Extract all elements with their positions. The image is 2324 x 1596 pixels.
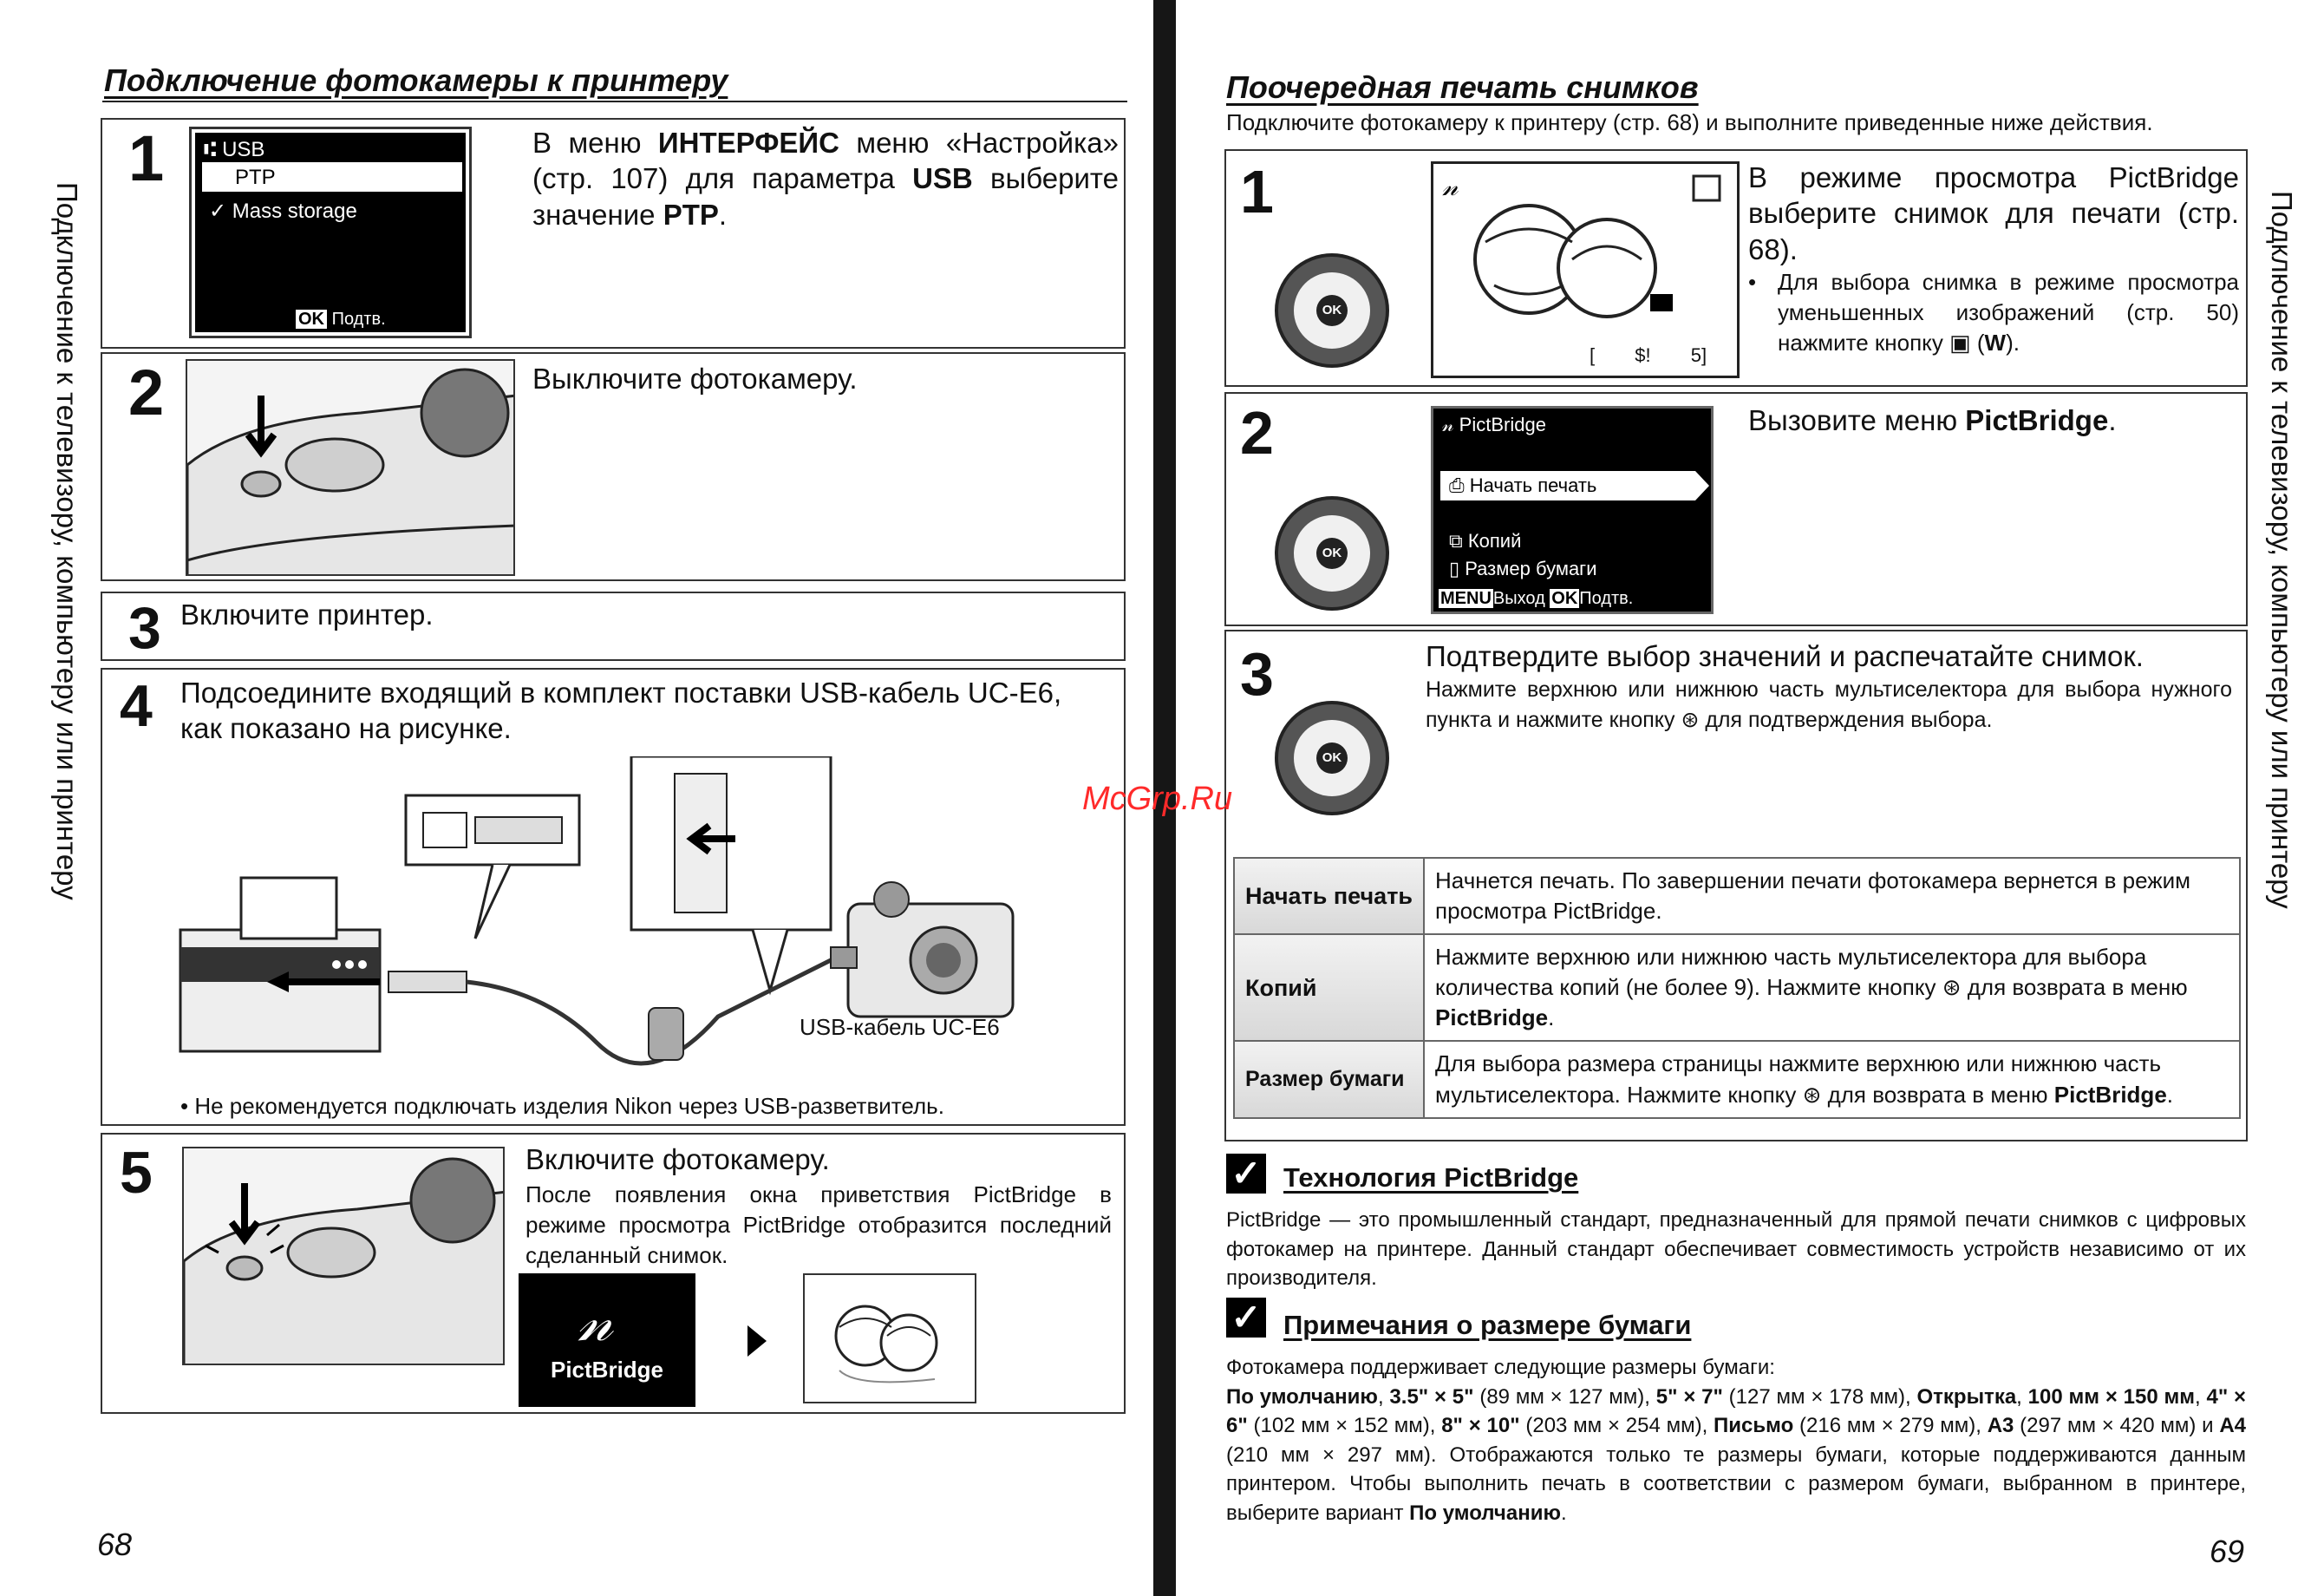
right-intro: Подключите фотокамеру к принтеру (стр. 68) и выполните приведенные ниже действия. (1226, 109, 2153, 135)
pictbridge-menu-paper: ▯ Размер бумаги (1449, 558, 1597, 579)
r-step-3-subtext: Нажмите верхнюю или нижнюю часть мультиселектора для выбора нужного пункта и нажмите кнопку ⊛ для подтверждения выбора. (1426, 677, 2232, 732)
table-row-text: Для выбора размера страницы нажмите верхнюю или нижнюю часть мультиселектора. Нажмите кнопку ⊛ для возврата в меню PictBridge. (1424, 1041, 2240, 1117)
r-step-2-text: Вызовите меню PictBridge. (1748, 404, 2117, 436)
step-5-box (101, 1133, 1126, 1414)
table-row-label: Копий (1234, 934, 1424, 1041)
table-row-label: Начать печать (1234, 858, 1424, 934)
note-check-icon: ✓ (1226, 1298, 1266, 1338)
cable-caption: USB-кабель UC-E6 (800, 1014, 1000, 1040)
multi-selector-icon: OK (1275, 701, 1389, 815)
r-step-1-text: В режиме просмотра PictBridge выберите снимок для печати (стр. 68). (1748, 161, 2239, 265)
left-page-number: 68 (97, 1527, 133, 1562)
r-step-1-photo (1431, 161, 1740, 378)
svg-text:𝓃: 𝓃 (1442, 173, 1459, 201)
pictbridge-menu-copies: ⧉ Копий (1449, 530, 1522, 552)
step-3-box (101, 592, 1126, 661)
usb-menu-header: ⑆ USB (204, 138, 265, 161)
usb-menu-footer: OK Подтв. (296, 310, 386, 330)
step-number: 2 (1240, 399, 1274, 467)
step-2-box (101, 352, 1126, 581)
r-step-1-bullet: • Для выбора снимка в режиме просмотра уменьшенных изображений (стр. 50) нажмите кнопку ▣ (W). (1748, 269, 2239, 356)
pictbridge-icon: 𝓃 (1442, 414, 1459, 435)
step-number: 2 (128, 356, 165, 428)
r-step-1-box (1224, 149, 2248, 387)
table-row (1234, 934, 2240, 1041)
multi-selector-icon: OK (1275, 496, 1389, 611)
usb-menu-ptp: PTP (235, 166, 276, 189)
right-page-number: 69 (2210, 1534, 2245, 1569)
r-step-2-box (1224, 392, 2248, 626)
step-number: 3 (1240, 640, 1274, 708)
note-1-text: PictBridge — это промышленный стандарт, предназначенный для прямой печати снимков с цифровых фотокамер на принтере. Данный стандарт обеспечивает совместимость устройств независимо от их производителя. (1226, 1208, 2246, 1291)
step-4-box (101, 668, 1126, 1126)
table-row (1234, 1041, 2240, 1117)
left-page-title: Подключение фотокамеры к принтеру (104, 62, 728, 98)
usb-menu-mass-storage: ✓ Mass storage (209, 200, 357, 223)
step-number: 3 (128, 595, 161, 661)
arrow-right-icon (747, 1325, 767, 1357)
step-1-box (101, 118, 1126, 349)
multi-selector-icon: OK (1275, 253, 1389, 368)
right-side-text: Подключение к телевизору, компьютеру или принтеру (2266, 191, 2298, 909)
right-page-title: Поочередная печать снимков (1226, 69, 1699, 105)
paper-icon: ▯ (1449, 558, 1466, 579)
step-number: 1 (128, 122, 165, 194)
r-step-3-text: Подтвердите выбор значений и распечатайте снимок. (1426, 640, 2144, 672)
table-row-label: Размер бумаги (1234, 1041, 1424, 1117)
step-number: 1 (1240, 158, 1274, 226)
left-title-rule (102, 101, 1127, 102)
step-number: 5 (120, 1140, 153, 1206)
pictbridge-menu-header: 𝓃 PictBridge (1442, 414, 1546, 435)
r-step-3-box (1224, 630, 2248, 1141)
table-row-text: Нажмите верхнюю или нижнюю часть мультиселектора для выбора количества копий (не более 9). Нажмите кнопку ⊛ для возврата в меню PictBridge. (1424, 934, 2240, 1041)
r-step-1-info: [ $! 5] (1590, 344, 1707, 366)
pictbridge-menu-footer: MENU Выход OK Подтв. (1440, 589, 1634, 608)
step-2-text: Выключите фотокамеру. (532, 363, 858, 395)
step-1-text: В меню ИНТЕРФЕЙС меню «Настройка» (стр. 107) для параметра USB выберите значение PTP. (532, 127, 1120, 231)
pictbridge-logo-icon: 𝓃 (578, 1290, 613, 1353)
pictbridge-menu-screen (1431, 406, 1714, 614)
usb-menu-screen (189, 127, 472, 338)
pictbridge-logo-screen (519, 1273, 695, 1407)
check-icon: ✓ (209, 200, 232, 223)
note-2-title: Примечания о размере бумаги (1283, 1310, 1692, 1340)
note-check-icon: ✓ (1226, 1154, 1266, 1194)
pictbridge-logo-text: PictBridge (550, 1357, 664, 1383)
left-side-text: Подключение к телевизору, компьютеру или принтеру (51, 182, 83, 900)
pictbridge-options-table (1233, 857, 2241, 1119)
camera-on-illustration (182, 1147, 505, 1365)
printer-icon: ⎙ (1449, 474, 1470, 496)
table-row (1234, 858, 2240, 934)
step-3-text: Включите принтер. (180, 598, 434, 631)
note-1-title: Технология PictBridge (1283, 1162, 1579, 1193)
step-5-text: Включите фотокамеру. (526, 1143, 830, 1175)
usb-icon: ⑆ (204, 138, 223, 161)
note-2-text: Фотокамера поддерживает следующие размеры бумаги: По умолчанию, 3.5" × 5" (89 мм × 127 мм), 5" × 7" (127 мм × 178 мм), Открытка, 100 мм × 150 мм, 4" × 6" (102 мм × 152 мм), 8" × 10" (203 мм × 254 мм), Письмо (216 мм × 279 мм), A3 (297 мм × 420 мм) и A4 (210 мм × 297 мм). Отображаются только те размеры бумаги, которые поддерживаются данным принтером. Чтобы выполнить печать в соответствии с размером бумаги, выбранном в принтере, выберите вариант По умолчанию. (1226, 1356, 2247, 1525)
playback-photo (803, 1273, 976, 1403)
copies-icon: ⧉ (1449, 530, 1468, 552)
table-row-text: Начнется печать. По завершении печати фотокамера вернется в режим просмотра PictBridge. (1424, 858, 2240, 934)
step-4-bullet: • Не рекомендуется подключать изделия Nikon через USB-разветвитель. (180, 1093, 944, 1119)
camera-off-illustration (186, 359, 515, 576)
watermark: McGrp.Ru (1082, 781, 1233, 817)
step-number: 4 (120, 673, 153, 739)
step-4-text: Подсоедините входящий в комплект поставки USB-кабель UC-E6, как показано на рисунке. (180, 677, 1062, 745)
step-5-subtext: После появления окна приветствия PictBridge в режиме просмотра PictBridge отобразится последний сделанный снимок. (526, 1181, 1112, 1269)
pictbridge-menu-start: ⎙ Начать печать (1449, 474, 1597, 496)
